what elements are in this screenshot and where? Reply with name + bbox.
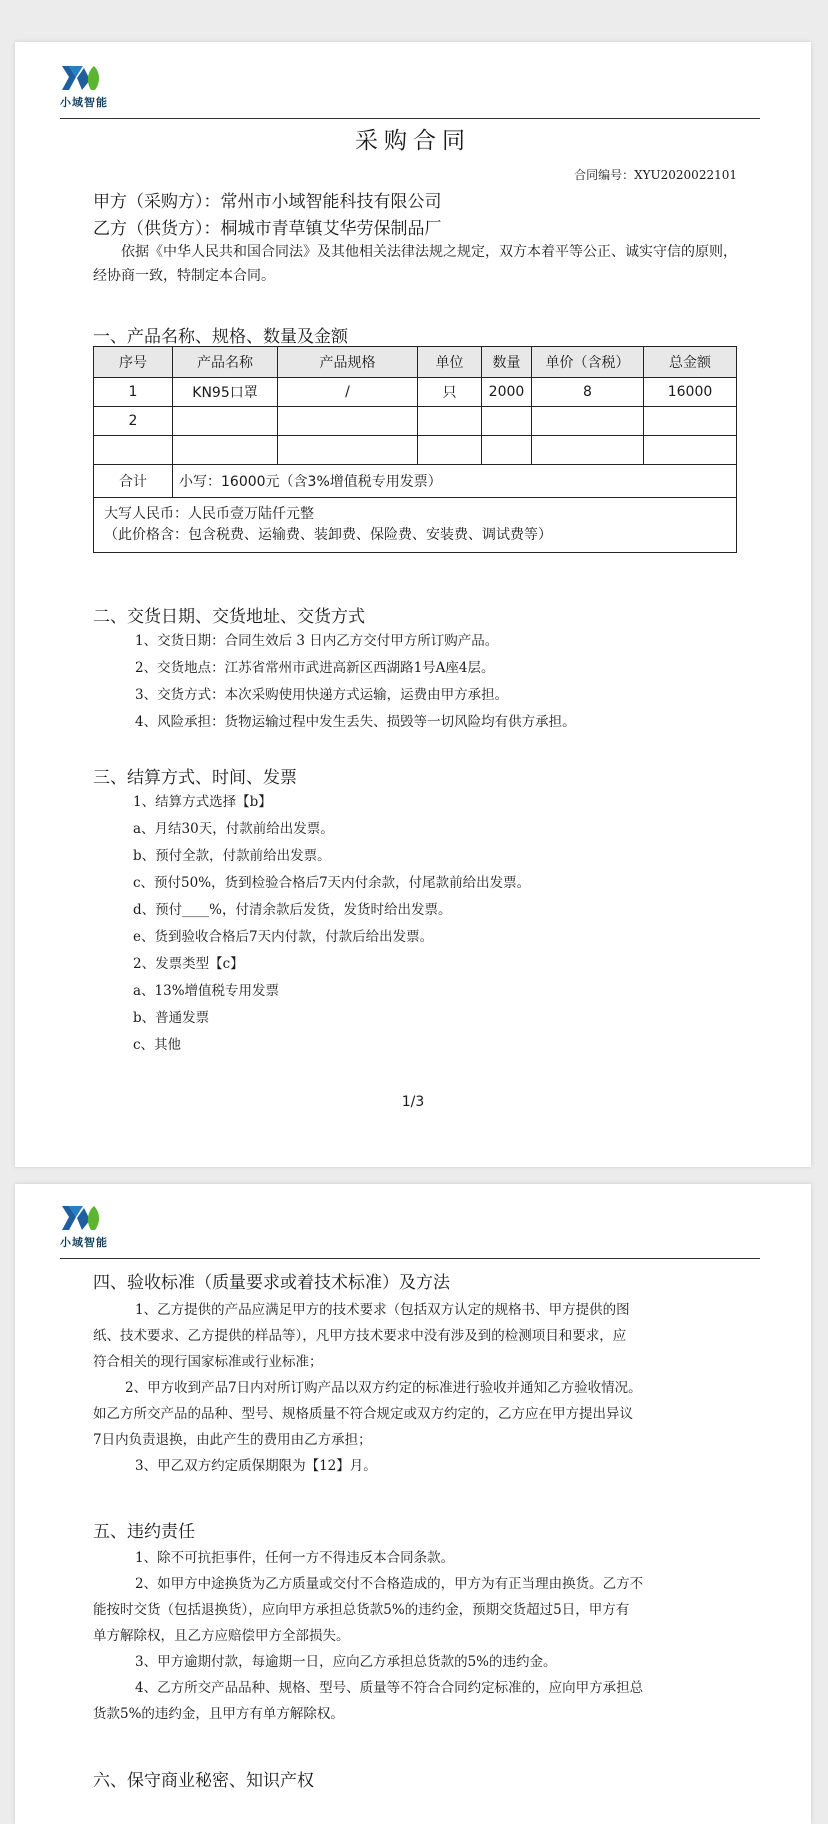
s2-item: 2、交货地点：江苏省常州市武进高新区西湖路1号A座4层。 [135, 660, 495, 676]
table-cell [418, 407, 482, 436]
table-cell [532, 436, 644, 465]
s3-item: b、普通发票 [133, 1010, 210, 1026]
table-cell [173, 407, 278, 436]
table-cell [173, 436, 278, 465]
table-cell: 2000 [482, 378, 532, 407]
table-header: 单位 [418, 347, 482, 378]
section-2-heading: 二、交货日期、交货地址、交货方式 [93, 607, 365, 627]
section-1-heading: 一、产品名称、规格、数量及金额 [93, 327, 348, 347]
table-cell [94, 436, 173, 465]
table-cell [644, 436, 737, 465]
logo-text: 小域智能 [60, 1236, 108, 1249]
table-total-row [94, 465, 737, 498]
party-b: 乙方（供货方）：桐城市青草镇艾华劳保制品厂 [93, 219, 442, 239]
s4-line: 7日内负责退换，由此产生的费用由乙方承担； [93, 1432, 372, 1448]
table-header: 总金额 [644, 347, 737, 378]
price-includes: （此价格含：包含税费、运输费、装卸费、保险费、安装费、调试费等） [104, 527, 552, 543]
section-3-heading: 三、结算方式、时间、发票 [93, 768, 297, 788]
section-5-heading: 五、违约责任 [93, 1522, 195, 1542]
contract-page-1 [15, 42, 811, 1167]
table-cell: 只 [418, 378, 482, 407]
contract-number: 合同编号：XYU2020022101 [574, 168, 737, 182]
header-divider [60, 118, 760, 119]
s5-line: 4、乙方所交产品品种、规格、型号、质量等不符合合同约定标准的，应向甲方承担总 [135, 1680, 644, 1696]
s3-item: a、13%增值税专用发票 [133, 983, 280, 999]
page-number: 1/3 [401, 1094, 425, 1110]
table-row [94, 378, 737, 407]
table-header: 序号 [94, 347, 173, 378]
product-table [93, 346, 737, 553]
s2-item: 3、交货方式：本次采购使用快递方式运输，运费由甲方承担。 [135, 687, 509, 703]
logo-mark-icon [60, 1204, 104, 1232]
table-row [94, 407, 737, 436]
table-cell [482, 407, 532, 436]
table-cell: / [278, 378, 418, 407]
capital-amount: 大写人民币：人民币壹万陆仟元整 [104, 506, 314, 522]
intro-paragraph: 依据《中华人民共和国合同法》及其他相关法律法规之规定，双方本着平等公正、诚实守信的原则，经协商一致，特制定本合同。 [93, 244, 737, 284]
document-title: 采购合同 [355, 128, 471, 154]
table-header: 单价（含税） [532, 347, 644, 378]
table-cell: 2 [94, 407, 173, 436]
s5-line: 1、除不可抗拒事件，任何一方不得违反本合同条款。 [135, 1550, 455, 1566]
s3-item: c、其他 [133, 1037, 182, 1053]
table-cell: 16000 [644, 378, 737, 407]
s3-item: 1、结算方式选择【b】 [133, 794, 272, 810]
table-cell [532, 407, 644, 436]
table-cell [278, 436, 418, 465]
table-cell [278, 407, 418, 436]
contract-page-2 [15, 1184, 811, 1824]
party-a: 甲方（采购方）：常州市小域智能科技有限公司 [93, 192, 442, 212]
s2-item: 1、交货日期：合同生效后 3 日内乙方交付甲方所订购产品。 [135, 633, 499, 649]
logo-mark-icon [60, 64, 104, 92]
s3-item: c、预付50%，货到检验合格后7天内付余款，付尾款前给出发票。 [133, 875, 531, 891]
table-header-row [94, 347, 737, 378]
s4-line: 3、甲乙双方约定质保期限为【12】月。 [135, 1458, 377, 1474]
table-header: 数量 [482, 347, 532, 378]
header-divider [60, 1258, 760, 1259]
company-logo [60, 64, 130, 110]
s5-line: 单方解除权，且乙方应赔偿甲方全部损失。 [93, 1628, 350, 1644]
s5-line: 能按时交货（包括退换货），应向甲方承担总货款5%的违约金，预期交货超过5日，甲方有 [93, 1602, 630, 1618]
s5-line: 2、如甲方中途换货为乙方质量或交付不合格造成的，甲方为有正当理由换货。乙方不 [135, 1576, 644, 1592]
capital-amount-cell [94, 498, 737, 553]
table-cell [482, 436, 532, 465]
table-cell: 8 [532, 378, 644, 407]
s4-line: 符合相关的现行国家标准或行业标准； [93, 1354, 323, 1370]
s3-item: d、预付____%，付清余款后发货，发货时给出发票。 [133, 902, 452, 918]
s3-item: e、货到验收合格后7天内付款，付款后给出发票。 [133, 929, 434, 945]
company-logo [60, 1204, 130, 1250]
section-6-heading: 六、保守商业秘密、知识产权 [93, 1771, 314, 1791]
s3-item: b、预付全款，付款前给出发票。 [133, 848, 331, 864]
table-row [94, 436, 737, 465]
s4-line: 如乙方所交产品的品种、型号、规格质量不符合规定或双方约定的，乙方应在甲方提出异议 [93, 1406, 633, 1422]
s3-item: a、月结30天，付款前给出发票。 [133, 821, 334, 837]
s4-line: 1、乙方提供的产品应满足甲方的技术要求（包括双方认定的规格书、甲方提供的图 [135, 1302, 630, 1318]
s5-line: 货款5%的违约金，且甲方有单方解除权。 [93, 1706, 344, 1722]
s4-line: 纸、技术要求、乙方提供的样品等），凡甲方技术要求中没有涉及到的检测项目和要求，应 [93, 1328, 627, 1344]
s5-line: 3、甲方逾期付款，每逾期一日，应向乙方承担总货款的5%的违约金。 [135, 1654, 557, 1670]
table-cell [644, 407, 737, 436]
section-4-heading: 四、验收标准（质量要求或着技术标准）及方法 [93, 1273, 450, 1293]
table-cell: 1 [94, 378, 173, 407]
total-value: 小写：16000元（含3%增值税专用发票） [173, 465, 737, 498]
logo-text: 小域智能 [60, 96, 108, 109]
s2-item: 4、风险承担：货物运输过程中发生丢失、损毁等一切风险均有供方承担。 [135, 714, 576, 730]
total-label: 合计 [94, 465, 173, 498]
s4-line: 2、甲方收到产品7日内对所订购产品以双方约定的标准进行验收并通知乙方验收情况。 [125, 1380, 642, 1396]
table-capital-row [94, 498, 737, 553]
table-cell [418, 436, 482, 465]
table-header: 产品规格 [278, 347, 418, 378]
table-cell: KN95口罩 [173, 378, 278, 407]
table-header: 产品名称 [173, 347, 278, 378]
s3-item: 2、发票类型【c】 [133, 956, 244, 972]
